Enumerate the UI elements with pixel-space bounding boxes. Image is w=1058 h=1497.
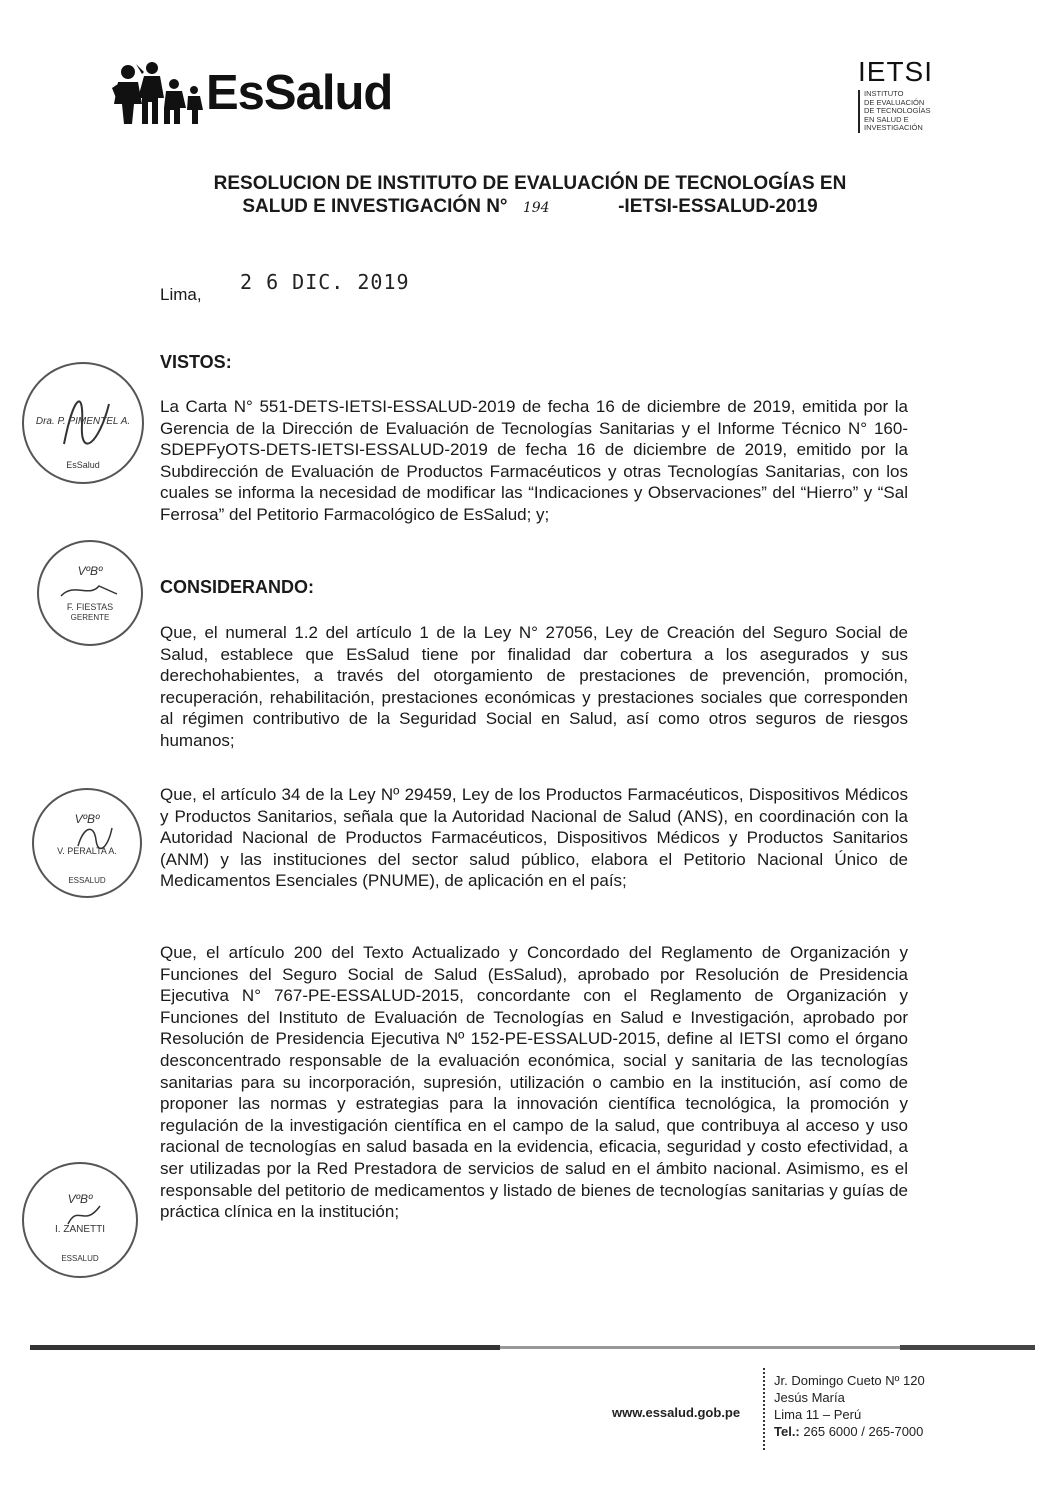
- ietsi-logo: [858, 58, 948, 133]
- signature-icon: [59, 580, 119, 602]
- stamp-3-vobo: VºBº: [74, 812, 100, 826]
- stamp-3-name: V. PERALTA A.: [57, 846, 117, 856]
- place-label: Lima,: [160, 285, 202, 304]
- footer-vertical-divider: [763, 1368, 765, 1450]
- resolution-title: [160, 172, 900, 220]
- approval-stamp-2: [37, 540, 143, 646]
- title-line-1: RESOLUCION DE INSTITUTO DE EVALUACIÓN DE TECNOLOGÍAS EN: [213, 173, 847, 194]
- considerando-paragraph-3: Que, el artículo 200 del Texto Actualizado y Concordado del Reglamento de Organización y Funciones del Seguro Social de Salud (EsSalud), aprobado por Resolución de Presidencia Ejecutiva N° 767-PE-ESSALUD-2015, concordante con el Reglamento de Organización y Funciones del Instituto de Evaluación de Tecnologías en Salud e Investigación, aprobado por Resolución de Presidencia Ejecutiva Nº 152-PE-ESSALUD-2015, define al IETSI como el órgano desconcentrado responsable de la evaluación económica, social y sanitaria de las tecnologías sanitarias para su incorporación, supresión, utilización o cambio en la institución, así como de proponer las normas y estrategias para la innovación científica tecnológica, la promoción y regulación de la investigación científica en el campo de la salud, que contribuya al acceso y uso racional de tecnologías en salud basada en la evidencia, eficacia, seguridad y costo efectividad, a ser utilizadas por la Red Prestadora de servicios de salud en el ámbito nacional. Asimismo, es el responsable del petitorio de medicamentos y listado de bienes de tecnologías sanitarias y guías de práctica clínica en la institución;: [160, 943, 908, 1222]
- ietsi-title: IETSI: [858, 56, 934, 87]
- ietsi-divider: [858, 90, 860, 133]
- considerando-paragraph-2: Que, el artículo 34 de la Ley Nº 29459, Ley de los Productos Farmacéuticos, Dispositivos Médicos y Productos Sanitarios, señala que la Autoridad Nacional de Salud (ANS), en coordinación con la Autoridad Nacional de Productos Farmacéuticos, Dispositivos Médicos y Productos Sanitarios (ANM) y las instituciones del sector salud público, elabora el Petitorio Nacional Único de Medicamentos Esenciales (PNUME), de aplicación en el país;: [160, 785, 908, 891]
- vistos-paragraph: La Carta N° 551-DETS-IETSI-ESSALUD-2019 de fecha 16 de diciembre de 2019, emitida por la Gerencia de la Dirección de Evaluación de Tecnologías Sanitarias y el Informe Técnico N° 160-SDEPFyOTS-DETS-IETSI-ESSALUD-2019 de fecha 16 de diciembre de 2019, emitido por la Subdirección de Evaluación de Productos Farmacéuticos y otras Tecnologías Sanitarias, con los cuales se informa la necesidad de modificar las “Indicaciones y Observaciones” del “Hierro” y “Sal Ferrosa” del Petitorio Farmacológico de EsSalud; y;: [160, 397, 908, 524]
- vistos-heading: VISTOS:: [160, 352, 232, 372]
- signature-icon: [74, 820, 114, 850]
- stamp-1-name: Dra. P. PIMENTEL A.: [35, 416, 131, 427]
- footer-address: [774, 1372, 925, 1440]
- stamp-2-name: F. FIESTAS: [66, 602, 114, 612]
- family-figures-icon: [108, 58, 204, 128]
- stamp-2-vobo: VºBº: [77, 564, 103, 578]
- stamp-2-role: GERENTE: [70, 613, 110, 622]
- essalud-logo: [108, 58, 392, 128]
- stamp-3-org: ESSALUD: [68, 876, 106, 885]
- phone-label: Tel.:: [774, 1424, 800, 1439]
- handwritten-number: 194: [522, 200, 550, 216]
- signature-icon: [54, 384, 114, 454]
- address-line-3: Lima 11 – Perú: [774, 1407, 862, 1422]
- approval-stamp-3: [32, 788, 142, 898]
- signature-icon: [64, 1200, 104, 1230]
- considerando-heading: CONSIDERANDO:: [160, 577, 315, 597]
- date-stamp: 2 6 DIC. 2019: [240, 270, 410, 294]
- approval-stamp-1: [22, 362, 144, 484]
- ietsi-subtitle: INSTITUTO DE EVALUACIÓN DE TECNOLOGÍAS EN SALUD E INVESTIGACIÓN: [864, 89, 931, 132]
- essalud-wordmark: EsSalud: [206, 66, 393, 120]
- address-line-2: Jesús María: [774, 1390, 845, 1405]
- stamp-4-vobo: VºBº: [67, 1192, 93, 1206]
- website-link[interactable]: www.essalud.gob.pe: [612, 1405, 741, 1420]
- stamp-4-org: ESSALUD: [61, 1254, 99, 1263]
- address-line-1: Jr. Domingo Cueto Nº 120: [774, 1373, 925, 1388]
- considerando-paragraph-1: Que, el numeral 1.2 del artículo 1 de la Ley N° 27056, Ley de Creación del Seguro Social de Salud, establece que EsSalud tiene por finalidad dar cobertura a los asegurados y sus derechohabientes, a través del otorgamiento de prestaciones de prevención, promoción, recuperación, rehabilitación, prestaciones económicas y prestaciones sociales que corresponden al régimen contributivo de la Seguridad Social en Salud, así como otros seguros de riesgos humanos;: [160, 623, 908, 750]
- phone-value: 265 6000 / 265-7000: [803, 1424, 924, 1439]
- stamp-4-name: I. ZANETTI: [55, 1224, 105, 1235]
- approval-stamp-4: [22, 1162, 138, 1278]
- footer-divider: [30, 1345, 1035, 1351]
- stamp-1-org: EsSalud: [66, 460, 100, 470]
- title-line-2: SALUD E INVESTIGACIÓN N° 194 -IETSI-ESSALUD-2019: [160, 195, 900, 220]
- address-phone: [774, 1423, 925, 1440]
